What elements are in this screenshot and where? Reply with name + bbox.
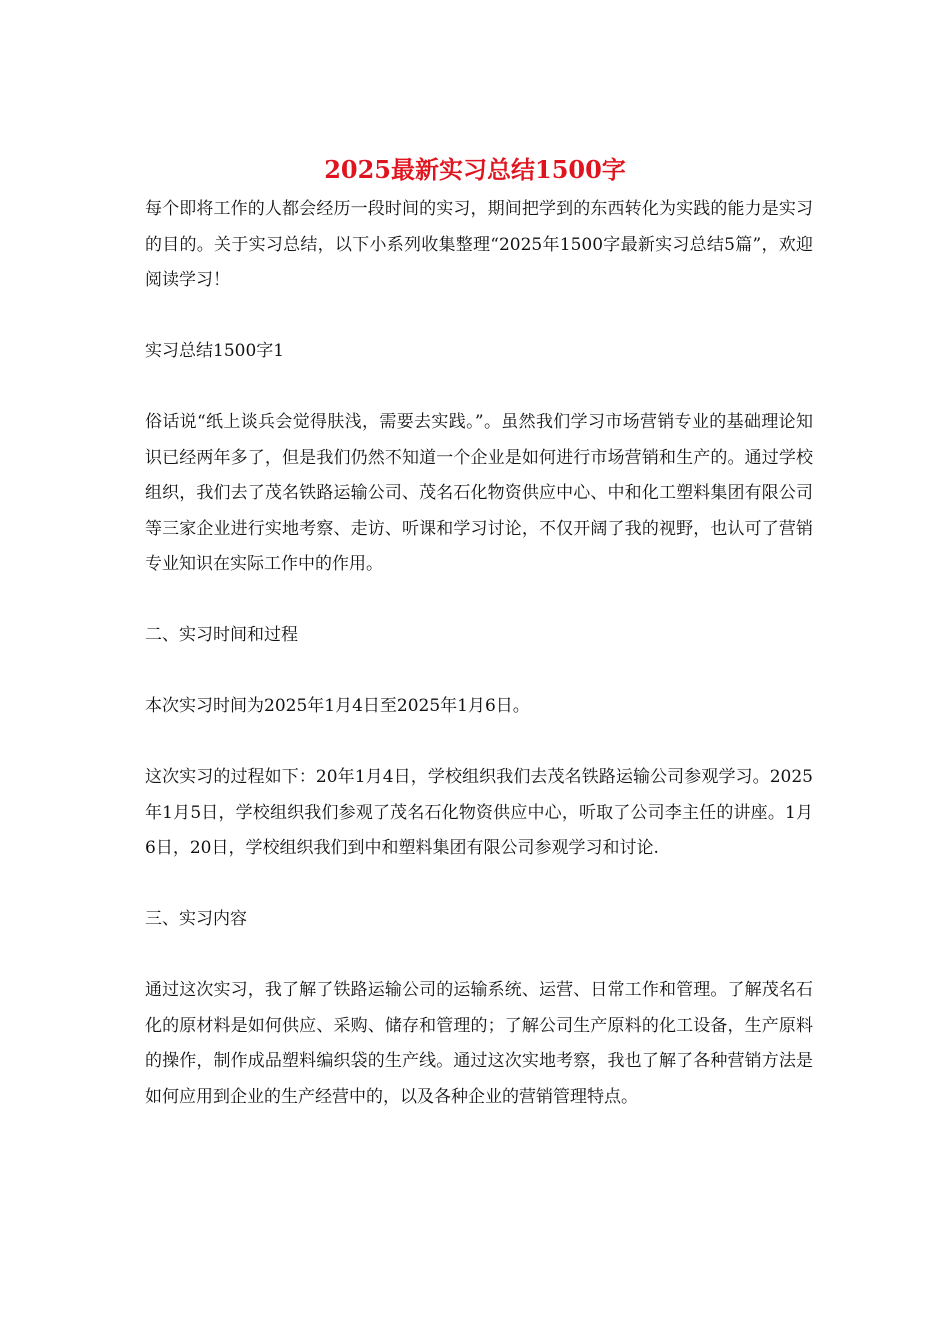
section2-time-paragraph: 本次实习时间为2025年1月4日至2025年1月6日。	[145, 696, 530, 716]
section2-heading: 二、实习时间和过程	[145, 625, 298, 645]
section3-paragraph: 通过这次实习，我了解了铁路运输公司的运输系统、运营、日常工作和管理。了解茂名石化的原材料是如何供应、采购、储存和管理的；了解公司生产原料的化工设备，生产原料的操作，制作成品塑料编织袋的生产线。通过这次实地考察，我也了解了各种营销方法是如何应用到企业的生产经营中的，以及各种企业的营销管理特点。	[145, 980, 813, 1107]
paragraph-gap	[145, 299, 813, 335]
paragraph-gap	[145, 654, 813, 690]
document-body	[145, 192, 813, 1115]
paragraph-gap	[145, 370, 813, 406]
paragraph-gap	[145, 583, 813, 619]
section1-heading: 实习总结1500字1	[145, 341, 285, 361]
paragraph-gap	[145, 867, 813, 903]
paragraph-gap	[145, 725, 813, 761]
intro-paragraph: 每个即将工作的人都会经历一段时间的实习，期间把学到的东西转化为实践的能力是实习的目的。关于实习总结，以下小系列收集整理“2025年1500字最新实习总结5篇”，欢迎阅读学习！	[145, 199, 813, 290]
paragraph-gap	[145, 938, 813, 974]
document-title: 2025最新实习总结1500字	[324, 155, 626, 184]
section3-heading: 三、实习内容	[145, 909, 247, 929]
section2-process-paragraph: 这次实习的过程如下：20年1月4日，学校组织我们去茂名铁路运输公司参观学习。2025年1月5日，学校组织我们参观了茂名石化物资供应中心，听取了公司李主任的讲座。1月6日，20日，学校组织我们到中和塑料集团有限公司参观学习和讨论.	[145, 767, 813, 858]
section1-paragraph: 俗话说“纸上谈兵会觉得肤浅，需要去实践。”。虽然我们学习市场营销专业的基础理论知识已经两年多了，但是我们仍然不知道一个企业是如何进行市场营销和生产的。通过学校组织，我们去了茂名铁路运输公司、茂名石化物资供应中心、中和化工塑料集团有限公司等三家企业进行实地考察、走访、听课和学习讨论，不仅开阔了我的视野，也认可了营销专业知识在实际工作中的作用。	[145, 412, 813, 574]
